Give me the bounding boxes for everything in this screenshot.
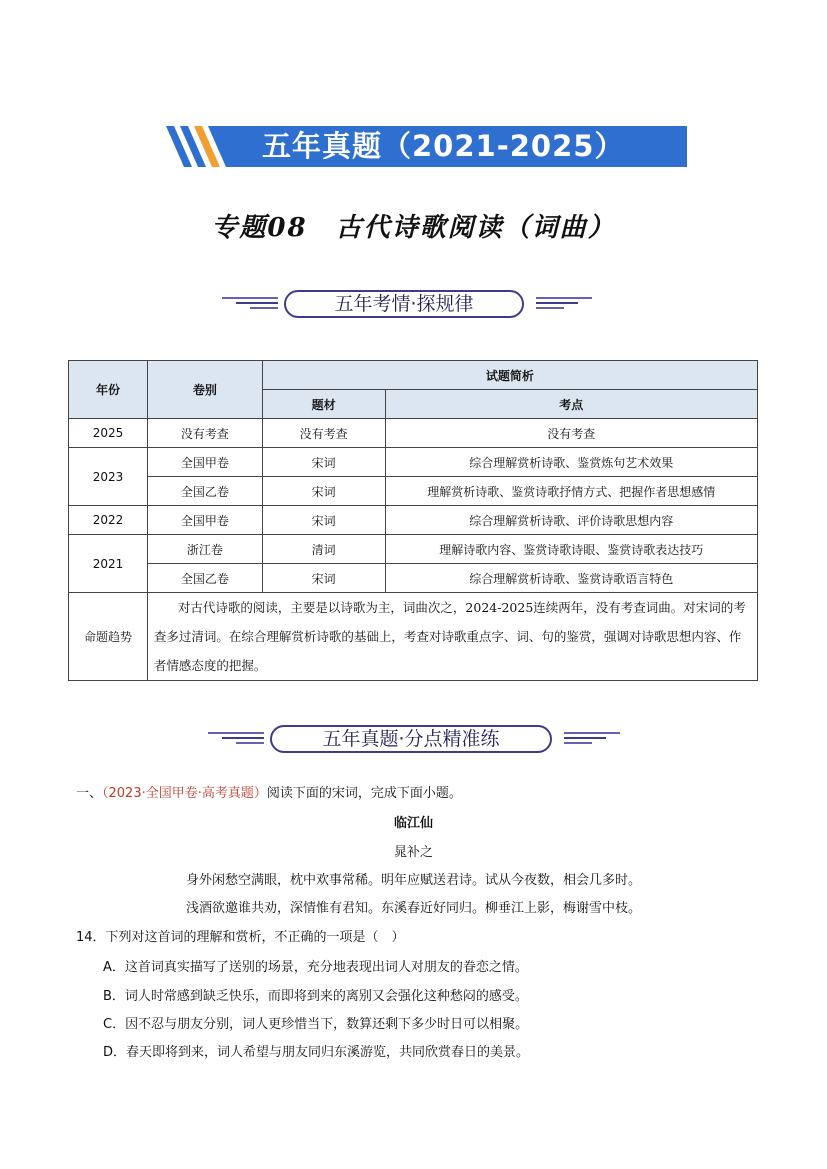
table-row <box>69 448 758 477</box>
question-instruction: 阅读下面的宋词，完成下面小题。 <box>266 786 462 801</box>
cell-topic: 宋词 <box>262 477 385 506</box>
page-title: 专题08 古代诗歌阅读（词曲） <box>211 213 616 243</box>
cell-paper: 浙江卷 <box>147 535 262 564</box>
header-topic: 题材 <box>262 390 385 419</box>
table-row <box>69 564 758 593</box>
header-analysis: 试题简析 <box>262 361 757 390</box>
cell-point: 综合理解赏析诗歌、鉴赏诗歌语言特色 <box>385 564 757 593</box>
cell-point: 理解赏析诗歌、鉴赏诗歌抒情方式、把握作者思想感情 <box>385 477 757 506</box>
cell-paper: 全国甲卷 <box>147 506 262 535</box>
right-decoration <box>564 730 620 746</box>
cell-paper: 没有考查 <box>147 419 262 448</box>
banner-stripes-decoration <box>166 126 246 167</box>
banner <box>166 126 687 167</box>
cell-point: 综合理解赏析诗歌、评价诗歌思想内容 <box>385 506 757 535</box>
option-a: A．这首词真实描写了送别的场景，充分地表现出词人对朋友的眷恋之情。 <box>103 960 528 975</box>
header-paper: 卷别 <box>147 361 262 419</box>
question-number: 一、 <box>76 786 103 801</box>
section-title-2: 五年真题·分点精准练 <box>270 725 552 753</box>
header-point: 考点 <box>385 390 757 419</box>
section-header-1 <box>222 290 592 318</box>
option-c: C．因不忍与朋友分别，词人更珍惜当下，数算还剩下多少时日可以相聚。 <box>103 1017 529 1032</box>
table-row <box>69 477 758 506</box>
cell-point: 理解诗歌内容、鉴赏诗歌诗眼、鉴赏诗歌表达技巧 <box>385 535 757 564</box>
poem-title: 临江仙 <box>393 816 433 831</box>
table-row <box>69 419 758 448</box>
cell-topic: 宋词 <box>262 506 385 535</box>
cell-paper: 全国甲卷 <box>147 448 262 477</box>
cell-topic: 清词 <box>262 535 385 564</box>
cell-paper: 全国乙卷 <box>147 477 262 506</box>
cell-year: 2025 <box>69 419 148 448</box>
poem-line: 浅酒欲邀谁共劝，深情惟有君知。东溪春近好同归。柳垂江上影，梅谢雪中枝。 <box>185 901 641 916</box>
left-decoration <box>208 730 264 746</box>
trend-text: 对古代诗歌的阅读，主要是以诗歌为主，词曲次之，2024-2025连续两年，没有考查词曲。对宋词的考查多过清词。在综合理解赏析诗歌的基础上，考查对诗歌重点字、词、句的鉴赏，强调对诗歌思想内容、作者情感态度的把握。 <box>147 593 757 681</box>
sub-question: 14．下列对这首词的理解和赏析，不正确的一项是（ ） <box>76 930 405 945</box>
question-header <box>76 782 462 801</box>
cell-year: 2022 <box>69 506 148 535</box>
cell-topic: 没有考查 <box>262 419 385 448</box>
cell-year: 2023 <box>69 448 148 506</box>
cell-point: 没有考查 <box>385 419 757 448</box>
table-row <box>69 535 758 564</box>
trend-label: 命题趋势 <box>69 593 148 681</box>
cell-point: 综合理解赏析诗歌、鉴赏炼句艺术效果 <box>385 448 757 477</box>
cell-topic: 宋词 <box>262 564 385 593</box>
section-title-1: 五年考情·探规律 <box>284 290 524 318</box>
poem-author: 晁补之 <box>393 845 433 860</box>
option-b: B．词人时常感到缺乏快乐，而即将到来的离别又会强化这种愁闷的感受。 <box>103 989 528 1004</box>
header-year: 年份 <box>69 361 148 419</box>
question-source: （2023·全国甲卷·高考真题） <box>102 786 267 801</box>
section-header-2 <box>208 725 620 753</box>
banner-title: 五年真题（2021-2025） <box>262 129 625 163</box>
cell-topic: 宋词 <box>262 448 385 477</box>
poem-line: 身外闲愁空满眼，枕中欢事常稀。明年应赋送君诗。试从今夜数，相会几多时。 <box>185 873 641 888</box>
cell-paper: 全国乙卷 <box>147 564 262 593</box>
cell-year: 2021 <box>69 535 148 593</box>
option-d: D．春天即将到来，词人希望与朋友同归东溪游览，共同欣赏春日的美景。 <box>103 1045 530 1060</box>
table-row-trend <box>69 593 758 681</box>
exam-analysis-table <box>68 360 758 681</box>
left-decoration <box>222 295 278 311</box>
right-decoration <box>536 295 592 311</box>
table-row <box>69 506 758 535</box>
